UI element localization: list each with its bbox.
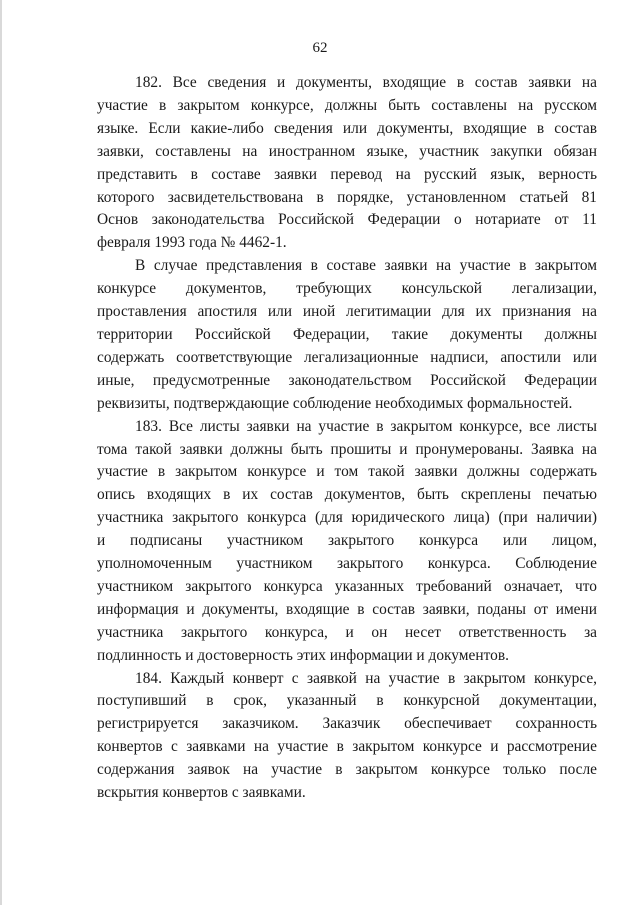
document-body <box>97 72 597 805</box>
text-line: В случае представления в составе заявки на участие в закрытом <box>135 257 597 275</box>
text-line: февраля 1993 года № 4462-1. <box>97 234 287 252</box>
text-line: участником закрытого конкурса указанных требований означает, что <box>97 577 597 595</box>
text-line: конкурсе документов, требующих консульской легализации, <box>97 280 597 298</box>
text-line: которого засвидетельствована в порядке, установленном статьей 81 <box>97 188 597 206</box>
text-line: территории Российской Федерации, такие документы должны <box>97 325 597 343</box>
text-line: уполномоченным участником закрытого конкурса. Соблюдение <box>97 555 597 573</box>
text-line: регистрируется заказчиком. Заказчик обеспечивает сохранность <box>97 715 597 733</box>
paragraph-182 <box>97 72 597 255</box>
text-line: опись входящих в их состав документов, быть скреплены печатью <box>97 486 597 504</box>
text-line: содержать соответствующие легализационные надписи, апостили или <box>97 348 597 366</box>
text-line: и подписаны участником закрытого конкурса или лицом, <box>97 532 597 550</box>
text-line: участника закрытого конкурса, и он несет ответственность за <box>97 623 597 641</box>
text-line: конвертов с заявками на участие в закрытом конкурсе и рассмотрение <box>97 738 597 756</box>
text-line: участие в закрытом конкурсе, должны быть составлены на русском <box>97 96 597 114</box>
text-line: реквизиты, подтверждающие соблюдение необходимых формальностей. <box>97 394 573 412</box>
text-line: тома такой заявки должны быть прошиты и пронумерованы. Заявка на <box>97 440 597 458</box>
text-line: подлинность и достоверность этих информации и документов. <box>97 646 509 664</box>
text-line: участника закрытого конкурса (для юридического лица) (при наличии) <box>97 509 597 527</box>
text-line: иные, предусмотренные законодательством Российской Федерации <box>97 371 597 389</box>
text-line: поступивший в срок, указанный в конкурсной документации, <box>97 692 597 710</box>
text-line: Основ законодательства Российской Федерации о нотариате от 11 <box>97 211 597 229</box>
text-line: 183. Все листы заявки на участие в закрытом конкурсе, все листы <box>135 417 597 435</box>
paragraph-legalization <box>97 255 597 415</box>
page-number: 62 <box>312 40 328 56</box>
text-line: проставления апостиля или иной легитимации для их признания на <box>97 303 597 321</box>
text-line: участие в закрытом конкурсе и том такой заявки должны содержать <box>97 463 597 481</box>
paragraph-183 <box>97 416 597 668</box>
text-line: представить в составе заявки перевод на русский язык, верность <box>97 165 597 183</box>
text-line: вскрытия конвертов с заявками. <box>97 784 306 802</box>
scan-edge <box>0 0 2 905</box>
text-line: 182. Все сведения и документы, входящие в состав заявки на <box>135 74 597 91</box>
text-line: языке. Если какие-либо сведения или документы, входящие в состав <box>97 119 597 137</box>
text-line: содержания заявок на участие в закрытом конкурсе только после <box>97 761 597 779</box>
text-line: 184. Каждый конверт с заявкой на участие в закрытом конкурсе, <box>135 669 597 687</box>
text-line: заявки, составлены на иностранном языке, участник закупки обязан <box>97 142 597 160</box>
text-line: информация и документы, входящие в состав заявки, поданы от имени <box>97 600 597 618</box>
paragraph-184 <box>97 668 597 805</box>
